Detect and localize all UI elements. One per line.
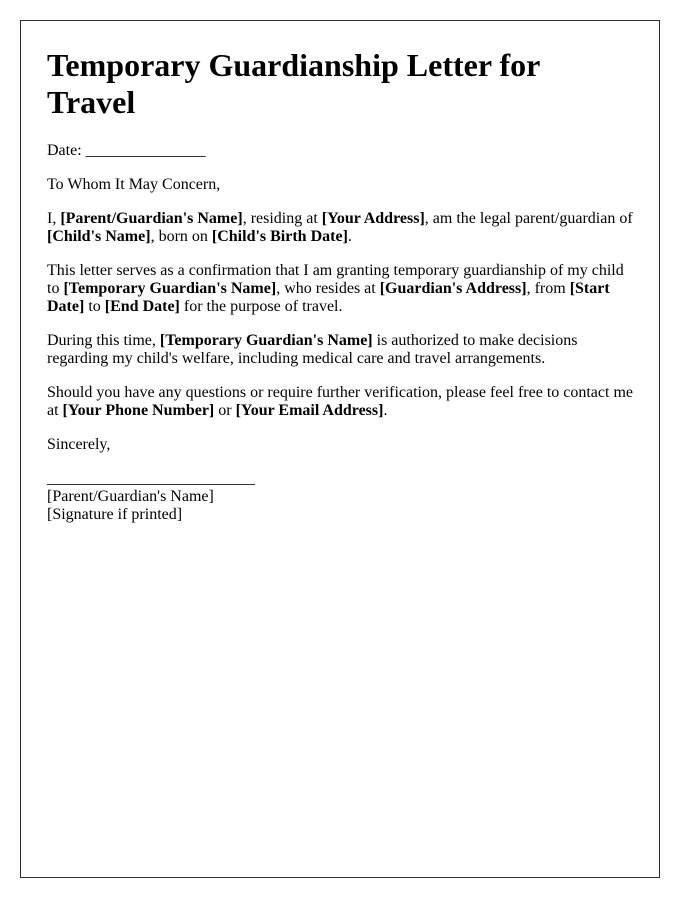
date-blank: _______________ <box>85 142 206 159</box>
letter-page <box>20 20 660 878</box>
authorization-paragraph <box>47 332 633 368</box>
placeholder-guardian-address: [Guardian's Address] <box>379 280 527 297</box>
text-run: , residing at <box>242 210 322 227</box>
placeholder-guardian-name: [Temporary Guardian's Name] <box>63 280 277 297</box>
text-run: Should you have any questions or require further verification, please feel free to contact me at <box>47 384 633 419</box>
text-run: , from <box>526 280 570 297</box>
signature-block <box>47 470 633 524</box>
placeholder-start-date: [Start Date] <box>47 280 610 315</box>
placeholder-end-date: [End Date] <box>104 298 180 315</box>
closing: Sincerely, <box>47 436 111 453</box>
date-line <box>47 142 633 160</box>
grant-paragraph <box>47 262 633 316</box>
placeholder-your-address: [Your Address] <box>321 210 425 227</box>
placeholder-parent-name: [Parent/Guardian's Name] <box>60 210 243 227</box>
text-run: , who resides at <box>276 280 380 297</box>
placeholder-child-birth-date: [Child's Birth Date] <box>211 228 348 245</box>
text-run: . <box>347 228 352 245</box>
text-run: This letter serves as a confirmation that I am granting temporary guardianship of my child to <box>47 262 624 297</box>
placeholder-child-name: [Child's Name] <box>47 228 151 245</box>
letter-title: Temporary Guardianship Letter for Travel <box>47 47 540 120</box>
text-run: to <box>84 298 105 315</box>
placeholder-guardian-name: [Temporary Guardian's Name] <box>159 332 373 349</box>
placeholder-phone-number: [Your Phone Number] <box>62 402 215 419</box>
salutation: To Whom It May Concern, <box>47 176 221 193</box>
text-run: for the purpose of travel. <box>179 298 343 315</box>
text-run: , am the legal parent/guardian of <box>424 210 633 227</box>
placeholder-email-address: [Your Email Address] <box>235 402 384 419</box>
signature-note: [Signature if printed] <box>47 506 183 523</box>
text-run: is authorized to make decisions regarding my child's welfare, including medical care and travel arrangements. <box>47 332 578 367</box>
text-run: , born on <box>150 228 212 245</box>
intro-paragraph <box>47 210 633 246</box>
text-run: . <box>383 402 388 419</box>
contact-paragraph <box>47 384 633 420</box>
text-run: During this time, <box>47 332 160 349</box>
text-run: I, <box>47 210 61 227</box>
signature-line: __________________________ <box>47 470 255 487</box>
signer-name: [Parent/Guardian's Name] <box>47 488 214 505</box>
date-label: Date: <box>47 142 86 159</box>
text-run: or <box>214 402 236 419</box>
